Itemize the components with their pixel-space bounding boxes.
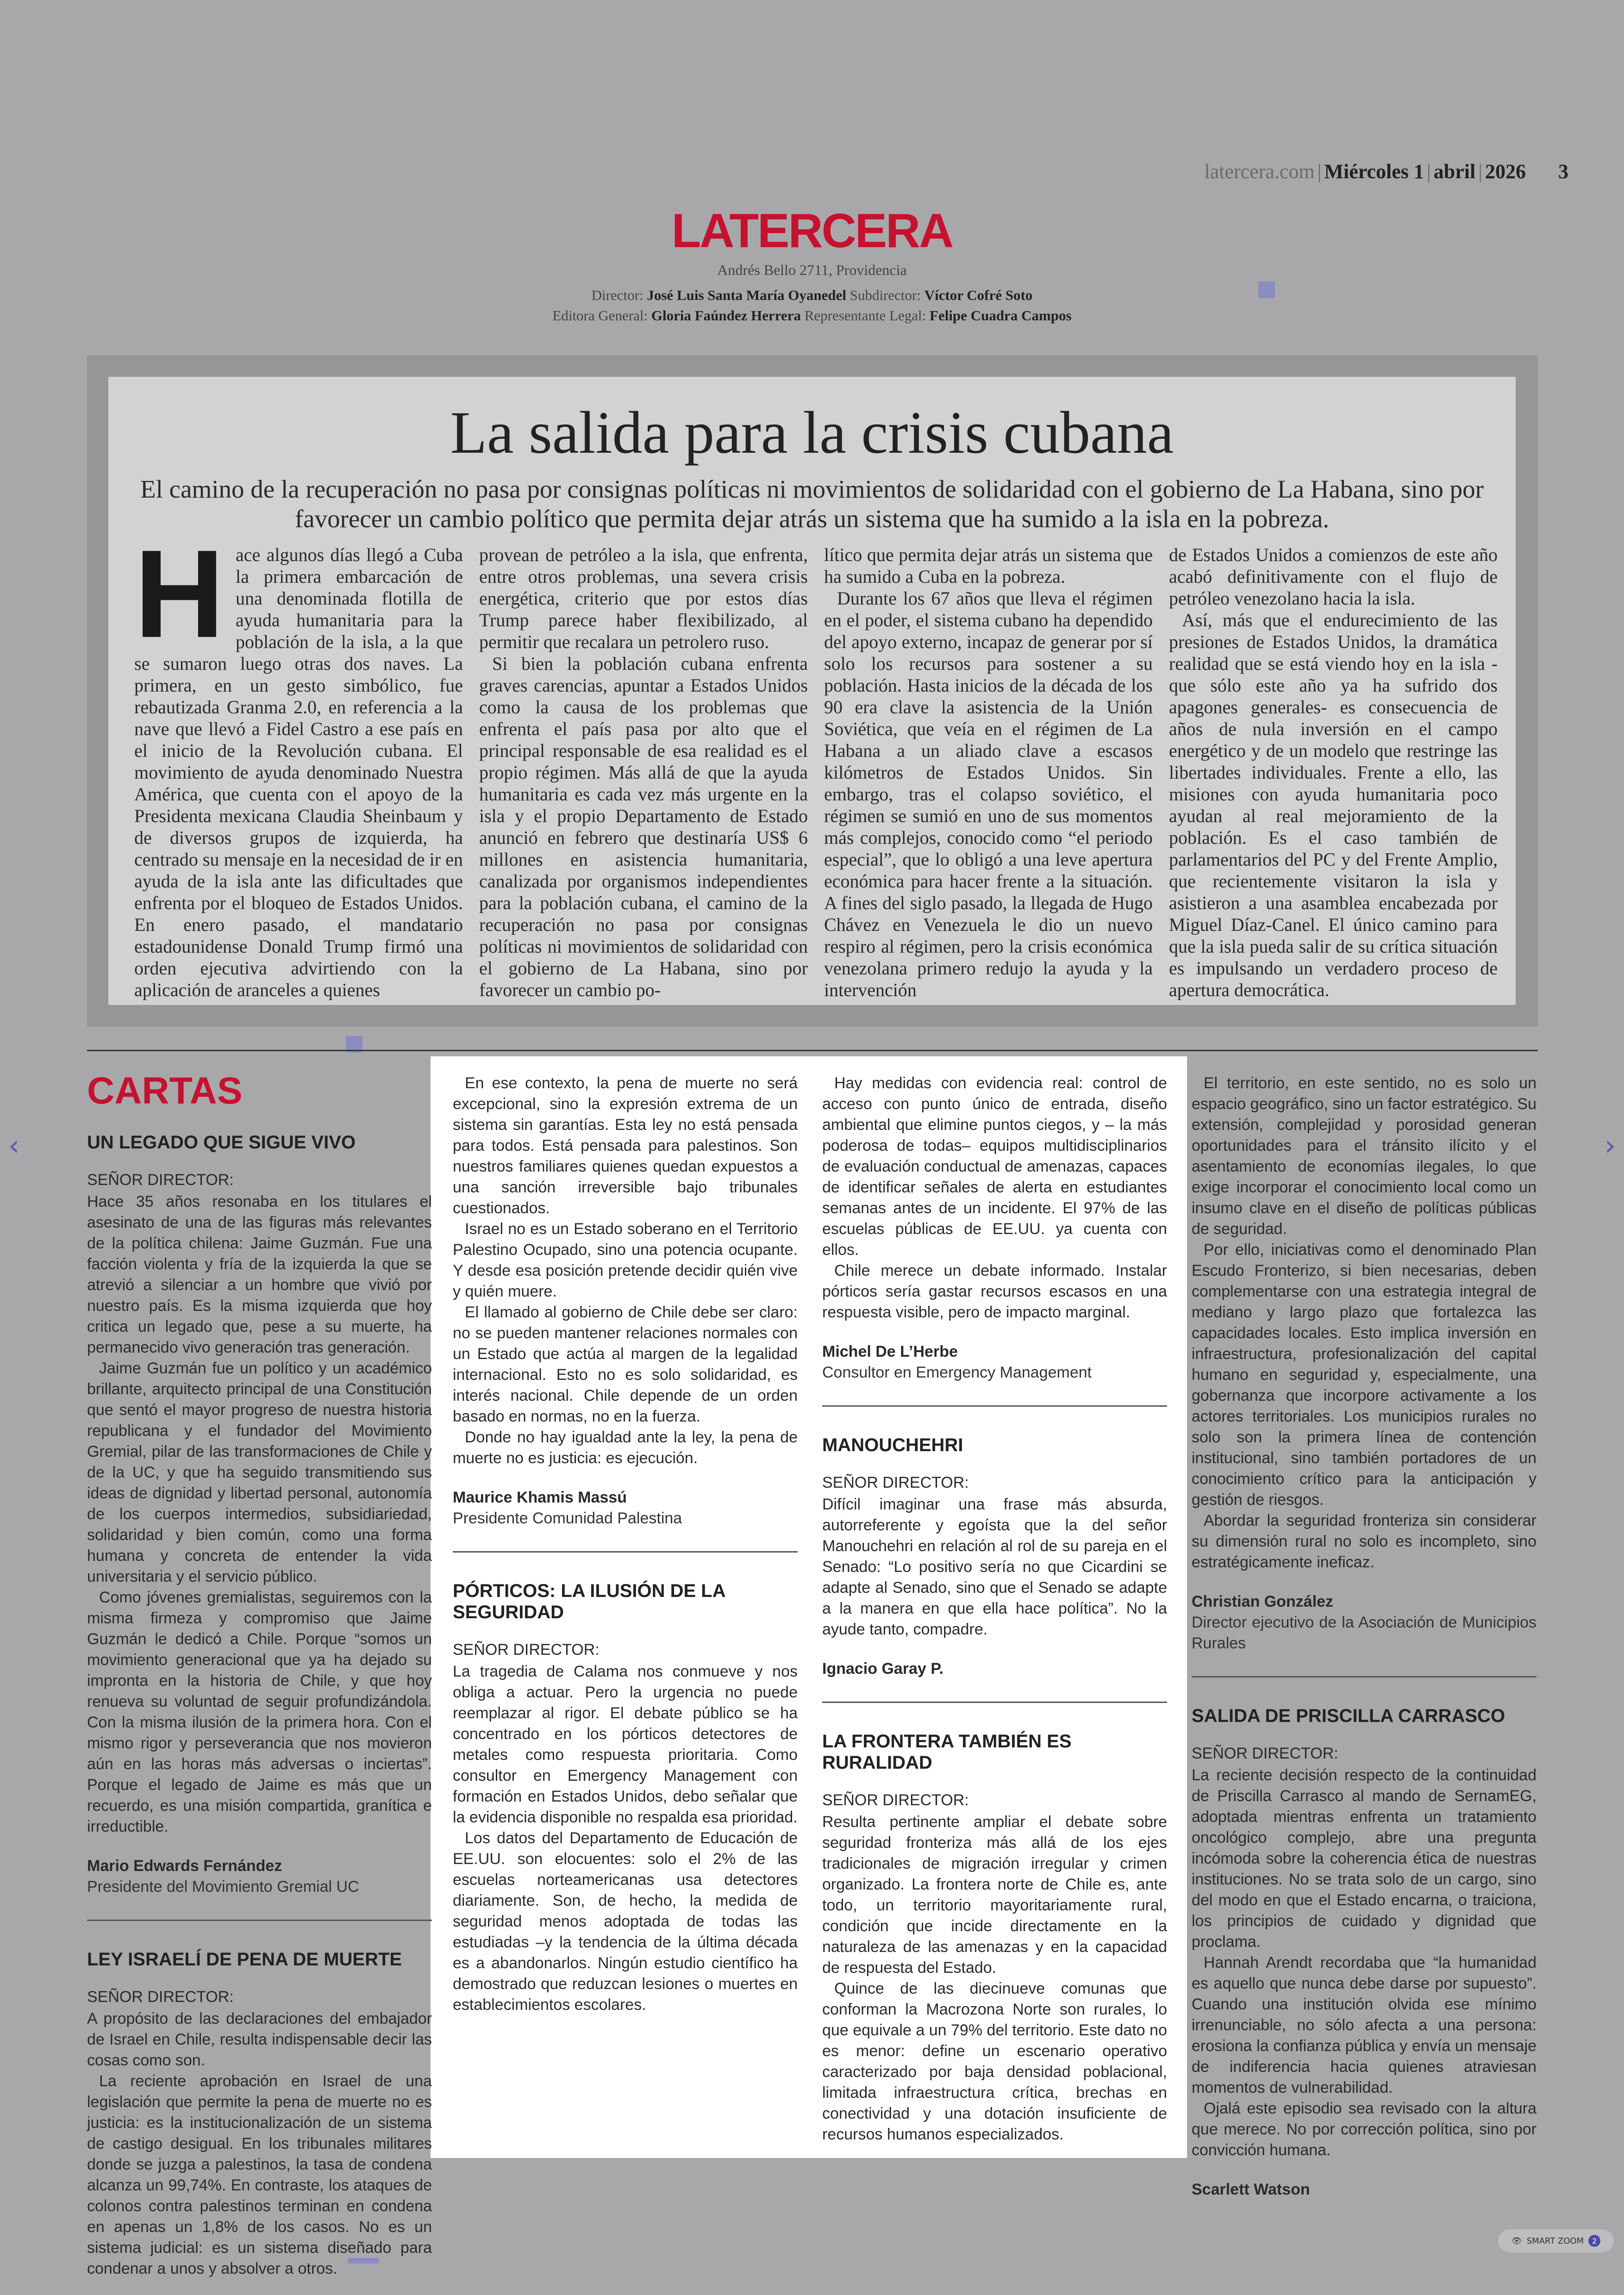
letters-column-2: En ese contexto, la pena de muerte no será excepcional, sino la expresión extrema de un sistema sin garantías. Esta ley no está pensada para todos. Está pensada para palestinos. Son nuestros familiares quienes quedan expuestos a una sanción irreversible bajo tribunales cuestionados. Israel no es un Estado soberano en el Territorio Palestino Ocupado, sino una potencia ocupante. Y desde esa posición pretende decidir quién vive y quién muere. El llamado al gobierno de Chile debe ser claro: no se pueden mantener relaciones normales con un Estado que actúa al margen de la legalidad internacional. Esto no es solo solidaridad, es interés nacional. Chile depende de un orden basado en normas, no en la fuerza. Donde no hay igualdad ante la ley, la pena de muerte no es justicia: es ejecución. Maurice Khamis Massú Presidente Comunidad Palestina PÓRTICOS: LA ILUSIÓN DE LA SEGURIDAD SEÑOR DIRECTOR: La tragedia de Calama nos conmueve y nos obliga a actuar. Pero la urgencia no puede reemplazar al rigor. El debate público se ha concentrado en los pórticos detectores de metales como respuesta prioritaria. Como consultor en Emergency Management con formación en Estados Unidos, debo señalar que la evidencia disponible no respalda esa prioridad. Los datos del Departamento de Educación de EE.UU. son elocuentes: solo el 2% de las escuelas norteamericanas usa detectores diariamente. Son, de hecho, la medida de seguridad menos adoptada de todas las estudiadas –y la tendencia de la última década es a abandonarlos. Ningún estudio científico ha demostrado que reduzcan lesiones o muertes en establecimientos escolares.: [453, 1074, 798, 2014]
letter-author-role: Presidente Comunidad Palestina: [453, 1509, 682, 1527]
date-month: abril: [1433, 160, 1476, 183]
letter-divider: [453, 1551, 798, 1553]
editorial-column-3: lítico que permita dejar atrás un sistema que ha sumido a Cuba en la pobreza. Durante los 67 años que lleva el régimen en el poder, el sistema cubano ha dependido del apoyo externo, incapaz de generar por sí solo los recursos para sostener a su población. Hasta inicios de la década de los 90 era clave la asistencia de la Unión Soviética, que veía en el régimen de La Habana a un aliado clave a escasos kilómetros de Estados Unidos. Sin embargo, tras el colapso soviético, el régimen se sumió en uno de sus momentos más complejos, conocido como “el periodo especial”, que lo obligó a una leve apertura económica para hacer frente a la situación. A fines del siglo pasado, la llegada de Hugo Chávez en Venezuela le dio un nuevo respiro al régimen, pero la crisis económica venezolana primero redujo la ayuda y la intervención: [824, 544, 1153, 1000]
date-year: 2026: [1485, 160, 1526, 183]
page-number: 3: [1558, 160, 1568, 183]
editorial-title: La salida para la crisis cubana: [450, 399, 1174, 466]
next-page-icon[interactable]: ›: [1605, 1129, 1616, 1162]
newspaper-logo: LATERCERA: [671, 204, 953, 258]
article-hotspot-marker[interactable]: [1258, 281, 1275, 298]
eye-icon: 👁: [1511, 2236, 1522, 2246]
letter-divider: [822, 1702, 1167, 1703]
editorial-column-1: H ace algunos días llegó a Cuba la primera embarcación de una denominada flotilla de ayuda humanitaria para la población de la isla, a la que se sumaron luego otras dos naves. La primera, en un gesto simbólico, fue rebautizada Granma 2.0, en referencia a la nave que llevó a Fidel Castro a ese país en el inicio de la Revolución cubana. El movimiento de ayuda denominado Nuestra América, que cuenta con el apoyo de la Presidenta mexicana Claudia Sheinbaum y de diversos grupos de izquierda, ha centrado su mensaje en la necesidad de ir en ayuda de la isla ante las dificultades que enfrenta por el bloqueo de Estados Unidos. En enero pasado, el mandatario estadounidense Donald Trump firmó una orden ejecutiva advirtiendo con la aplicación de aranceles a quienes: [134, 524, 463, 1000]
section-divider: [87, 1050, 1538, 1051]
letters-column-3: Hay medidas con evidencia real: control de acceso con punto único de entrada, diseño ambiental que elimine puntos ciegos, y – la más poderosa de todas– equipos multidisciplinarios de evaluación conductual de amenazas, capaces de identificar señales de alerta en estudiantes semanas antes de un incidente. El 97% de las escuelas públicas de EE.UU. ya cuenta con ellos. Chile merece un debate informado. Instalar pórticos sería gastar recursos escasos en una respuesta visible, pero de impacto marginal. Michel De L’Herbe Consultor en Emergency Management MANOUCHEHRI SEÑOR DIRECTOR: Difícil imaginar una frase más absurda, autorreferente y egoísta que la del señor Manouchehri en relación al rol de su pareja en el Senado: “Lo positivo sería no que Cicardini se adapte al Senado, sino que el Senado se adapte a la manera en que ella hace política”. No la ayude tanto, compadre. Ignacio Garay P. LA FRONTERA TAMBIÉN ES RURALIDAD SEÑOR DIRECTOR: Resulta pertinente ampliar el debate sobre seguridad fronteriza más allá de los ejes tradicionales de migración irregular y crimen organizado. La frontera norte de Chile es, ante todo, un territorio mayoritariamente rural, condición que incide directamente en la naturaleza de las amenazas y en la capacidad de respuesta del Estado. Quince de las diecinueve comunas que conforman la Macrozona Norte son rurales, lo que equivale a un 79% del territorio. Este dato no es menor: define un escenario operativo caracterizado por baja densidad poblacional, limitada infraestructura crítica, brechas en conectividad y una dotación insuficiente de recursos humanos especializados.: [822, 1074, 1167, 2143]
letter-title: LEY ISRAELÍ DE PENA DE MUERTE: [87, 1949, 402, 1970]
letter-divider: [822, 1405, 1167, 1407]
letters-section-title: CARTAS: [87, 1070, 243, 1112]
smart-zoom-label: SMART ZOOM: [1526, 2236, 1584, 2246]
letter-author: Michel De L’Herbe: [822, 1343, 958, 1360]
editorial-column-4: de Estados Unidos a comienzos de este año acabó definitivamente con el flujo de petróleo venezolano hacia la isla. Así, más que el endurecimiento de las presiones de Estados Unidos, la dramática realidad que se está viendo hoy en la isla -que sólo este año ya ha sufrido dos apagones generales- es consecuencia de años de nula inversión en el campo energético y de un modelo que restringe las libertades individuales. Frente a ello, las misiones con ayuda humanitaria poco ayudan al real mejoramiento de la población. Es el caso también de parlamentarios del PC y del Frente Amplio, que recientemente visitaron la isla y asistieron a una asamblea encabezada por Miguel Díaz-Canel. El único camino para que la isla pueda salir de su crítica situación es impulsando un verdadero proceso de apertura democrática.: [1169, 544, 1498, 1000]
site-name: latercera.com: [1204, 160, 1315, 183]
zoom-count-badge: 2: [1588, 2235, 1600, 2247]
letter-author: Christian González: [1192, 1593, 1334, 1610]
letter-title: LA FRONTERA TAMBIÉN ES RURALIDAD: [822, 1731, 1072, 1773]
letter-title: MANOUCHEHRI: [822, 1435, 963, 1455]
letter-author-role: Presidente del Movimiento Gremial UC: [87, 1878, 359, 1896]
letter-author-role: Consultor en Emergency Management: [822, 1364, 1092, 1381]
letter-author: Mario Edwards Fernández: [87, 1857, 282, 1875]
editorial-column-2: provean de petróleo a la isla, que enfrenta, entre otros problemas, una severa crisis energética, criterio que por estos días Trump parece haber flexibilizado, al permitir que recalara un petrolero ruso. Si bien la población cubana enfrenta graves carencias, apuntar a Estados Unidos como la causa de los problemas que enfrenta el país pasa por alto que el principal responsable de esa realidad es el propio régimen. Más allá de que la ayuda humanitaria es cada vez más urgente en la isla y el propio Departamento de Estado anunció en febrero que destinaría US$ 6 millones en asistencia humanitaria, canalizada por organismos independientes para la población cubana, el camino de la recuperación no pasa por consignas políticas ni movimientos de solidaridad con el gobierno de La Habana, sino por favorecer un cambio po-: [479, 544, 808, 1000]
letter-author: Maurice Khamis Massú: [453, 1489, 627, 1506]
letter-author: Ignacio Garay P.: [822, 1660, 944, 1678]
letter-title: SALIDA DE PRISCILLA CARRASCO: [1192, 1706, 1505, 1726]
address: Andrés Bello 2711, Providencia: [717, 262, 907, 278]
letter-author: Scarlett Watson: [1192, 2181, 1310, 2198]
letter-divider: [87, 1920, 432, 1921]
letters-column-1: UN LEGADO QUE SIGUE VIVO SEÑOR DIRECTOR: Hace 35 años resonaba en los titulares el asesinato de una de las figuras más relevantes de la política chilena: Jaime Guzmán. Fue una facción violenta y fría de la izquierda la que se atrevió a silenciar a un hombre que vivió por nuestro país. Es la misma izquierda que hoy critica un legado que, pese a su muerte, ha permanecido vivo generación tras generación. Jaime Guzmán fue un político y un académico brillante, arquitecto principal de una Constitución que sentó el mayor progreso de nuestra historia republicana y el fundador del Movimiento Gremial, pilar de las transformaciones de Chile y de la UC, y que ha seguido transmitiendo sus ideas de dignidad y libertad personal, autonomía de los cuerpos intermedios, subsidiariedad, solidaridad y bien común, como una forma humana y concreta de entender la vida universitaria y el servicio público. Como jóvenes gremialistas, seguiremos con la misma firmeza y compromiso que Jaime Guzmán le dedicó a Chile. Porque “somos un movimiento generacional que ya ha dejado su impronta en la historia de Chile, y que hoy renueva su voluntad de seguir profundizándola. Con la misma ilusión de la primera hora. Con el mismo rigor y perseverancia que nos movieron aún en las horas más adversas o inciertas”. Porque el legado de Jaime es más que un recuerdo, es una misión compartida, granítica e irreductible. Mario Edwards Fernández Presidente del Movimiento Gremial UC LEY ISRAELÍ DE PENA DE MUERTE SEÑOR DIRECTOR: A propósito de las declaraciones del embajador de Israel en Chile, resulta indispensable decir las cosas como son. La reciente aprobación en Israel de una legislación que permite la pena de muerte no es justicia: es la institucionalización de un sistema de castigo desigual. En los tribunales militares donde se juzga a palestinos, la tasa de condena alcanza un 99,74%. En contraste, los ataques de colonos contra palestinos terminan en condena en apenas un 1,8% de los casos. No es un sistema judicial: es un sistema diseñado para condenar a unos y absolver a otros.: [87, 1132, 432, 2277]
staff-line-1: Director: José Luis Santa María Oyanedel Subdirector: Víctor Cofré Soto: [591, 287, 1033, 303]
page-folio: latercera.com | Miércoles 1 | abril | 2026 3: [1204, 160, 1568, 183]
letter-title: UN LEGADO QUE SIGUE VIVO: [87, 1132, 356, 1153]
editorial-subtitle: El camino de la recuperación no pasa por consignas políticas ni movimientos de solidaridad con el gobierno de La Habana, sino por favorecer un cambio político que permita dejar atrás un sistema que ha sumido a la isla en la pobreza.: [140, 475, 1484, 533]
letter-author-role: Director ejecutivo de la Asociación de Municipios Rurales: [1192, 1614, 1537, 1652]
letter-title: PÓRTICOS: LA ILUSIÓN DE LA SEGURIDAD: [453, 1581, 725, 1622]
letter-divider: [1192, 1676, 1537, 1678]
letters-column-4: El territorio, en este sentido, no es solo un espacio geográfico, sino un factor estratégico. Su extensión, complejidad y porosidad generan oportunidades para el tránsito ilícito y el asentamiento de economías ilegales, lo que exige incorporar el conocimiento local como un insumo clave en el diseño de políticas públicas de seguridad. Por ello, iniciativas como el denominado Plan Escudo Fronterizo, si bien necesarias, deben complementarse con una estrategia integral de mediano y largo plazo que fortalezca las capacidades locales. Esto implica inversión en infraestructura, profesionalización del capital humano en seguridad y, especialmente, una gobernanza que incorpore activamente a los actores territoriales. Los municipios rurales no solo son la primera línea de contención institucional, sino también portadores de un conocimiento crítico para la anticipación y gestión de riesgos. Abordar la seguridad fronteriza sin considerar su dimensión rural no solo es incompleto, sino estratégicamente ineficaz. Christian González Director ejecutivo de la Asociación de Municipios Rurales SALIDA DE PRISCILLA CARRASCO SEÑOR DIRECTOR: La reciente decisión respecto de la continuidad de Priscilla Carrasco al mando de SernamEG, adoptada mientras enfrenta un tratamiento oncológico complejo, abre una pregunta incómoda sobre la coherencia ética de nuestras instituciones. No se trata solo de un cargo, sino del modo en que el Estado encarna, o traiciona, los principios de cuidado y dignidad que proclama. Hannah Arendt recordaba que “la humanidad es aquello que nunca debe darse por supuesto”. Cuando una institución olvida ese mínimo irrenunciable, no sólo afecta a una persona: erosiona la confianza pública y envía un mensaje de indiferencia hacia quienes atraviesan momentos de vulnerabilidad. Ojalá este episodio sea revisado con la altura que merece. No por corrección política, sino por convicción humana. Scarlett Watson: [1192, 1073, 1537, 2200]
date-day: Miércoles 1: [1324, 160, 1424, 183]
smart-zoom-button[interactable]: [1498, 2229, 1614, 2252]
staff-line-2: Editora General: Gloria Faúndez Herrera Representante Legal: Felipe Cuadra Campos: [552, 307, 1072, 324]
horizontal-scrollbar[interactable]: [347, 2258, 380, 2264]
prev-page-icon[interactable]: ‹: [8, 1129, 19, 1162]
drop-cap: H: [134, 524, 225, 664]
